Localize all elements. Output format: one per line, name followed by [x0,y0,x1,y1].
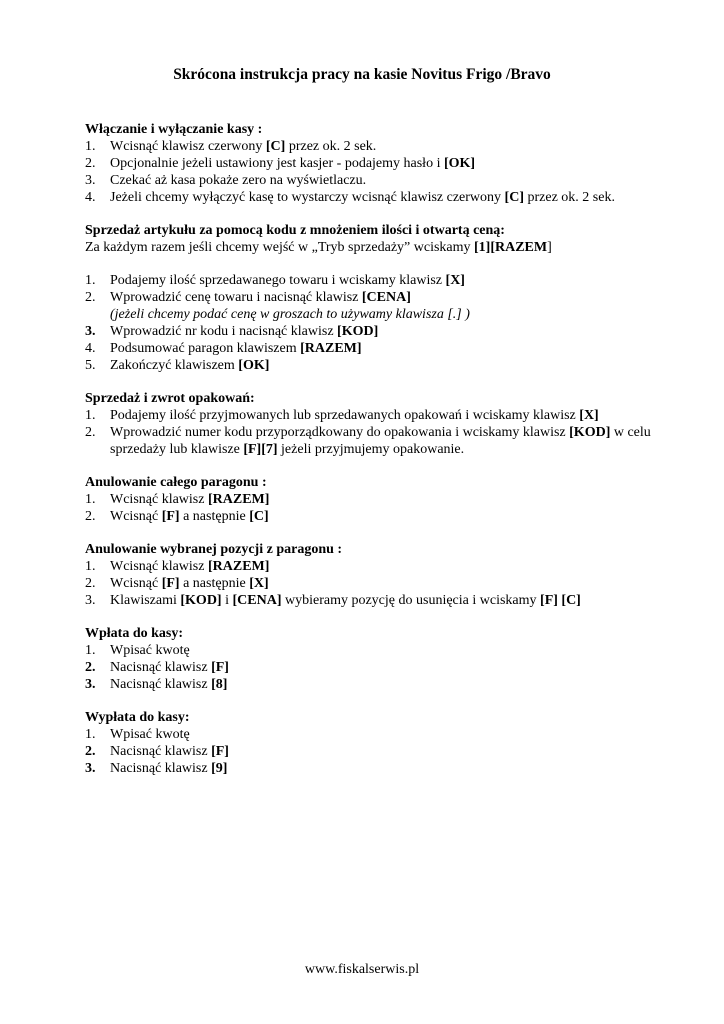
step-item [85,289,685,323]
step-number: 4. [85,190,96,205]
text-run: Nacisnąć klawisz [110,660,212,675]
key-label: [8] [211,677,228,692]
key-label: [9] [211,761,228,776]
step-item [85,272,685,289]
text-run: a następnie [179,576,250,591]
text-run: Wcisnąć klawisz [110,559,208,574]
step-number: 2. [85,425,96,440]
text-run: Podsumować paragon klawiszem [110,341,301,356]
text-run: Jeżeli chcemy wyłączyć kasę to wystarczy wcisnąć klawisz czerwony [110,190,505,205]
key-label: [KOD] [337,324,379,339]
step-number: 3. [85,593,96,608]
step-number: 2. [85,576,96,591]
key-label: [C] [265,139,286,154]
key-label: [C] [249,509,269,524]
steps-list [85,491,685,525]
text-run: i [221,593,233,608]
step-number: 1. [85,273,96,288]
step-item [85,743,685,760]
step-item [85,508,685,525]
key-label: [1][RAZEM [474,240,548,255]
step-number: 2. [85,744,96,759]
step-item [85,189,685,206]
step-item [85,424,685,458]
text-run: wybieramy pozycję do usunięcia i wciskamy [281,593,541,608]
text-run: jeżeli przyjmujemy opakowanie. [277,442,465,457]
text-run: Opcjonalnie jeżeli ustawiony jest kasjer - podajemy hasło i [110,156,444,171]
footer-website: www.fiskalserwis.pl [304,962,420,977]
instruction-section [85,474,685,525]
text-run: Wprowadzić numer kodu przyporządkowany do opakowania i wciskamy klawisz [110,425,570,440]
steps-list [85,726,685,777]
key-label: [C] [504,190,524,205]
section-heading: Włączanie i wyłączanie kasy : [85,122,263,137]
text-run: Wcisnąć [110,509,162,524]
text-run: Wpisać kwotę [110,727,190,742]
text-run: przez ok. 2 sek. [523,190,615,205]
section-heading: Anulowanie wybranej pozycji z paragonu : [85,542,343,557]
text-run: Wcisnąć klawisz [110,492,208,507]
text-run: Czekać aż kasa pokaże zero na wyświetlaczu. [110,173,367,188]
key-label: [RAZEM] [207,492,270,507]
step-item [85,659,685,676]
key-label: [RAZEM] [300,341,362,356]
step-item [85,138,685,155]
step-number: 1. [85,139,96,154]
step-number: 1. [85,492,96,507]
key-label: [F][7] [243,442,278,457]
key-label: [F] [C] [540,593,581,608]
key-label: [CENA] [361,290,411,305]
step-item [85,491,685,508]
text-run: przez ok. 2 sek. [285,139,377,154]
key-label: [OK] [238,358,270,373]
key-label: [F] [211,660,229,675]
text-run: ] [547,240,552,255]
section-heading: Anulowanie całego paragonu : [85,475,267,490]
text-run: Wprowadzić cenę towaru i nacisnąć klawisz [110,290,362,305]
key-label: [OK] [443,156,476,171]
step-number: 1. [85,559,96,574]
step-item [85,726,685,743]
step-item [85,642,685,659]
steps-list [85,642,685,693]
step-item [85,575,685,592]
step-number: 2. [85,509,96,524]
instruction-section [85,709,685,777]
text-run: Wprowadzić nr kodu i nacisnąć klawisz [110,324,338,339]
step-number: 2. [85,660,96,675]
step-item [85,323,685,340]
step-number: 3. [85,324,96,339]
section-intro [85,239,685,256]
step-item [85,558,685,575]
key-label: [X] [579,408,599,423]
step-number: 5. [85,358,96,373]
steps-list [85,138,685,206]
step-item [85,407,685,424]
text-run: Podajemy ilość sprzedawanego towaru i wciskamy klawisz [110,273,446,288]
key-label: [RAZEM] [207,559,270,574]
step-number: 2. [85,156,96,171]
document-title: Skrócona instrukcja pracy na kasie Novitus Frigo /Bravo [173,66,551,83]
text-run: Podajemy ilość przyjmowanych lub sprzedawanych opakowań i wciskamy klawisz [110,408,580,423]
step-note: (jeżeli chcemy podać cenę w groszach to używamy klawisza [.] ) [110,307,470,322]
section-heading: Sprzedaż artykułu za pomocą kodu z mnożeniem ilości i otwartą ceną: [85,223,505,238]
steps-list [85,407,685,458]
section-heading: Sprzedaż i zwrot opakowań: [85,391,255,406]
key-label: [F] [161,509,180,524]
text-run: Zakończyć klawiszem [110,358,239,373]
key-label: [X] [445,273,465,288]
step-number: 1. [85,727,96,742]
steps-list [85,272,685,374]
text-run: Nacisnąć klawisz [110,744,212,759]
step-item [85,592,685,609]
key-label: [KOD] [180,593,222,608]
text-run: Wcisnąć [110,576,162,591]
text-run: a następnie [179,509,250,524]
step-number: 1. [85,408,96,423]
key-label: [KOD] [569,425,611,440]
text-run: Wcisnąć klawisz czerwony [110,139,266,154]
section-heading: Wpłata do kasy: [85,626,184,641]
key-label: [CENA] [232,593,282,608]
instruction-section [85,121,685,206]
step-number: 1. [85,643,96,658]
text-run: Klawiszami [110,593,181,608]
step-item [85,172,685,189]
step-item [85,340,685,357]
step-item [85,676,685,693]
step-number: 3. [85,761,96,776]
step-number: 3. [85,677,96,692]
instruction-section [85,625,685,693]
step-number: 2. [85,290,96,305]
instruction-section [85,541,685,609]
text-run: Wpisać kwotę [110,643,190,658]
step-number: 3. [85,173,96,188]
text-run: Za każdym razem jeśli chcemy wejść w „Tryb sprzedaży” wciskamy [85,240,475,255]
steps-list [85,558,685,609]
key-label: [F] [211,744,229,759]
section-heading: Wypłata do kasy: [85,710,190,725]
text-run: Nacisnąć klawisz [110,761,212,776]
document-content [85,121,685,793]
step-item [85,760,685,777]
key-label: [F] [161,576,180,591]
key-label: [X] [249,576,269,591]
step-number: 4. [85,341,96,356]
text-run: Nacisnąć klawisz [110,677,212,692]
instruction-section [85,390,685,458]
instruction-section [85,222,685,374]
step-item [85,357,685,374]
text-run: w celu sprzedaży lub klawisze [110,425,651,457]
step-item [85,155,685,172]
